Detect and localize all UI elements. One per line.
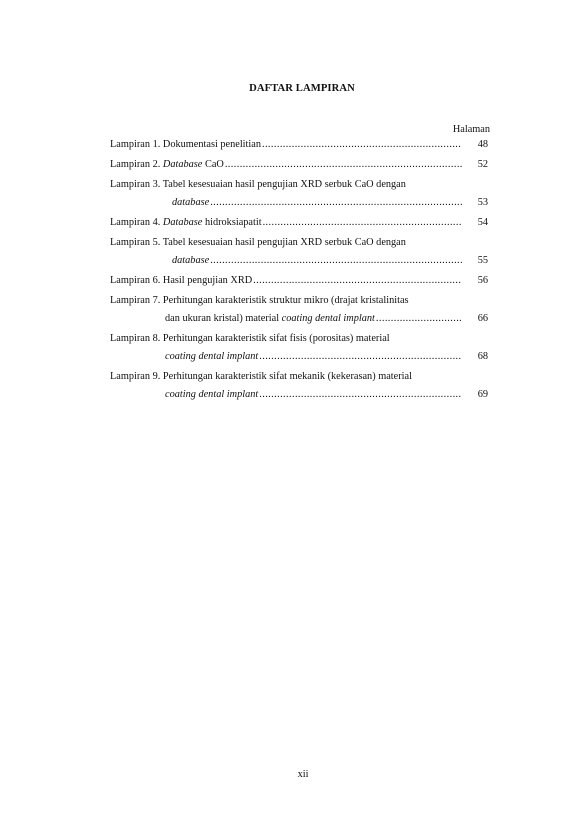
entry-title: Lampiran 4. Database hidroksiapatit bbox=[110, 217, 262, 228]
entry-page-number: 69 bbox=[477, 389, 488, 400]
entry-title: Lampiran 2. Database CaO bbox=[110, 159, 224, 170]
entry-page-number: 54 bbox=[477, 217, 488, 228]
entry-title: Lampiran 3. Tabel kesesuaian hasil pengujian XRD serbuk CaO dengan bbox=[110, 179, 406, 190]
entry-page-number: 56 bbox=[477, 275, 488, 286]
appendix-entry-7[interactable] bbox=[110, 294, 490, 307]
appendix-entry-9-continuation[interactable] bbox=[110, 388, 490, 401]
appendix-entry-6[interactable] bbox=[110, 274, 490, 287]
appendix-entry-3-continuation[interactable] bbox=[110, 196, 490, 209]
leader-dots bbox=[262, 138, 462, 151]
entry-page-number: 52 bbox=[477, 159, 488, 170]
leader-dots bbox=[210, 254, 462, 267]
appendix-entry-1[interactable] bbox=[110, 138, 490, 151]
leader-dots bbox=[259, 350, 462, 363]
appendix-entry-7-continuation[interactable] bbox=[110, 312, 490, 325]
appendix-entry-3[interactable] bbox=[110, 178, 490, 191]
entry-title-continuation: coating dental implant bbox=[165, 351, 259, 362]
leader-dots bbox=[259, 388, 462, 401]
appendix-entry-8[interactable] bbox=[110, 332, 490, 345]
entry-title-continuation: database bbox=[172, 197, 210, 208]
appendix-entry-5[interactable] bbox=[110, 236, 490, 249]
leader-dots bbox=[376, 312, 462, 325]
entry-page-number: 68 bbox=[477, 351, 488, 362]
leader-dots bbox=[253, 274, 462, 287]
entry-page-number: 55 bbox=[477, 255, 488, 266]
leader-dots bbox=[263, 216, 462, 229]
entry-title: Lampiran 1. Dokumentasi penelitian bbox=[110, 139, 261, 150]
page-title: DAFTAR LAMPIRAN bbox=[249, 83, 355, 94]
entry-title: Lampiran 9. Perhitungan karakteristik sifat mekanik (kekerasan) material bbox=[110, 371, 412, 382]
appendix-entry-9[interactable] bbox=[110, 370, 490, 383]
entry-title: Lampiran 6. Hasil pengujian XRD bbox=[110, 275, 253, 286]
entry-title-continuation: database bbox=[172, 255, 210, 266]
appendix-entry-4[interactable] bbox=[110, 216, 490, 229]
appendix-entry-8-continuation[interactable] bbox=[110, 350, 490, 363]
entry-title: Lampiran 7. Perhitungan karakteristik struktur mikro (drajat kristalinitas bbox=[110, 295, 409, 306]
appendix-list bbox=[110, 138, 490, 408]
entry-title-continuation: dan ukuran kristal) material coating dental implant bbox=[165, 313, 375, 324]
page-column-header: Halaman bbox=[452, 124, 490, 135]
leader-dots bbox=[210, 196, 462, 209]
entry-page-number: 66 bbox=[477, 313, 488, 324]
leader-dots bbox=[225, 158, 462, 171]
appendix-entry-5-continuation[interactable] bbox=[110, 254, 490, 267]
entry-title-continuation: coating dental implant bbox=[165, 389, 259, 400]
entry-page-number: 48 bbox=[477, 139, 488, 150]
entry-title: Lampiran 8. Perhitungan karakteristik sifat fisis (porositas) material bbox=[110, 333, 390, 344]
entry-page-number: 53 bbox=[477, 197, 488, 208]
entry-title: Lampiran 5. Tabel kesesuaian hasil pengujian XRD serbuk CaO dengan bbox=[110, 237, 406, 248]
page-number-footer: xii bbox=[297, 769, 309, 780]
appendix-entry-2[interactable] bbox=[110, 158, 490, 171]
